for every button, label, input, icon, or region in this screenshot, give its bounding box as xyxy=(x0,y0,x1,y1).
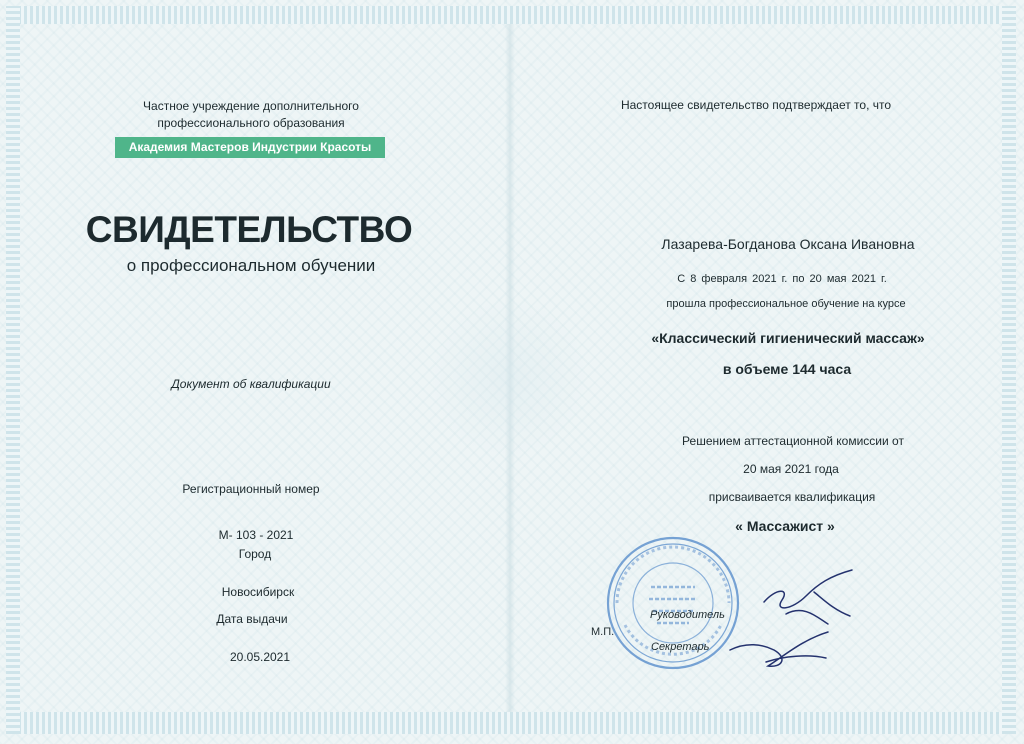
course-volume: в объеме 144 часа xyxy=(722,361,852,377)
holder-name: Лазарева-Богданова Оксана Ивановна xyxy=(661,236,915,252)
registration-number: М- 103 - 2021 xyxy=(218,528,294,542)
city-value: Новосибирск xyxy=(221,585,295,599)
institution-line-2: профессионального образования xyxy=(157,116,345,130)
city-label: Город xyxy=(238,547,272,561)
issue-date-label: Дата выдачи xyxy=(216,612,288,626)
registration-label: Регистрационный номер xyxy=(182,482,320,496)
institution-line-1: Частное учреждение дополнительного xyxy=(143,99,359,113)
head-signature-icon xyxy=(756,566,860,628)
ornament-border-top xyxy=(6,6,1016,24)
studied-text: прошла профессиональное обучение на курсе xyxy=(666,298,906,310)
secretary-signature-icon xyxy=(728,620,832,672)
decision-date: 20 мая 2021 года xyxy=(743,462,839,476)
watermark-emblem xyxy=(429,293,589,463)
commission-decision: Решением аттестационной комиссии от xyxy=(682,434,904,448)
course-name: «Классический гигиенический массаж» xyxy=(651,330,925,346)
academy-banner: Академия Мастеров Индустрии Красоты xyxy=(115,137,385,158)
stamp-place-label: М.П. xyxy=(591,626,615,638)
study-period: С 8 февраля 2021 г. по 20 мая 2021 г. xyxy=(677,273,887,285)
ornament-border-left xyxy=(6,6,20,734)
certificate-subtitle: о профессиональном обучении xyxy=(126,256,376,275)
document-type: Документ об квалификации xyxy=(171,377,331,391)
issue-date-value: 20.05.2021 xyxy=(229,650,291,664)
ornament-border-bottom xyxy=(6,712,1016,734)
ornament-border-right xyxy=(1002,6,1016,734)
secretary-label: Секретарь xyxy=(651,641,710,653)
confirmation-text: Настоящее свидетельство подтверждает то, что xyxy=(620,98,892,112)
qualification-title: « Массажист » xyxy=(735,518,835,534)
certificate-title: СВИДЕТЕЛЬСТВО xyxy=(85,209,413,250)
assign-text: присваивается квалификация xyxy=(708,490,876,504)
head-label: Руководитель xyxy=(650,609,725,621)
